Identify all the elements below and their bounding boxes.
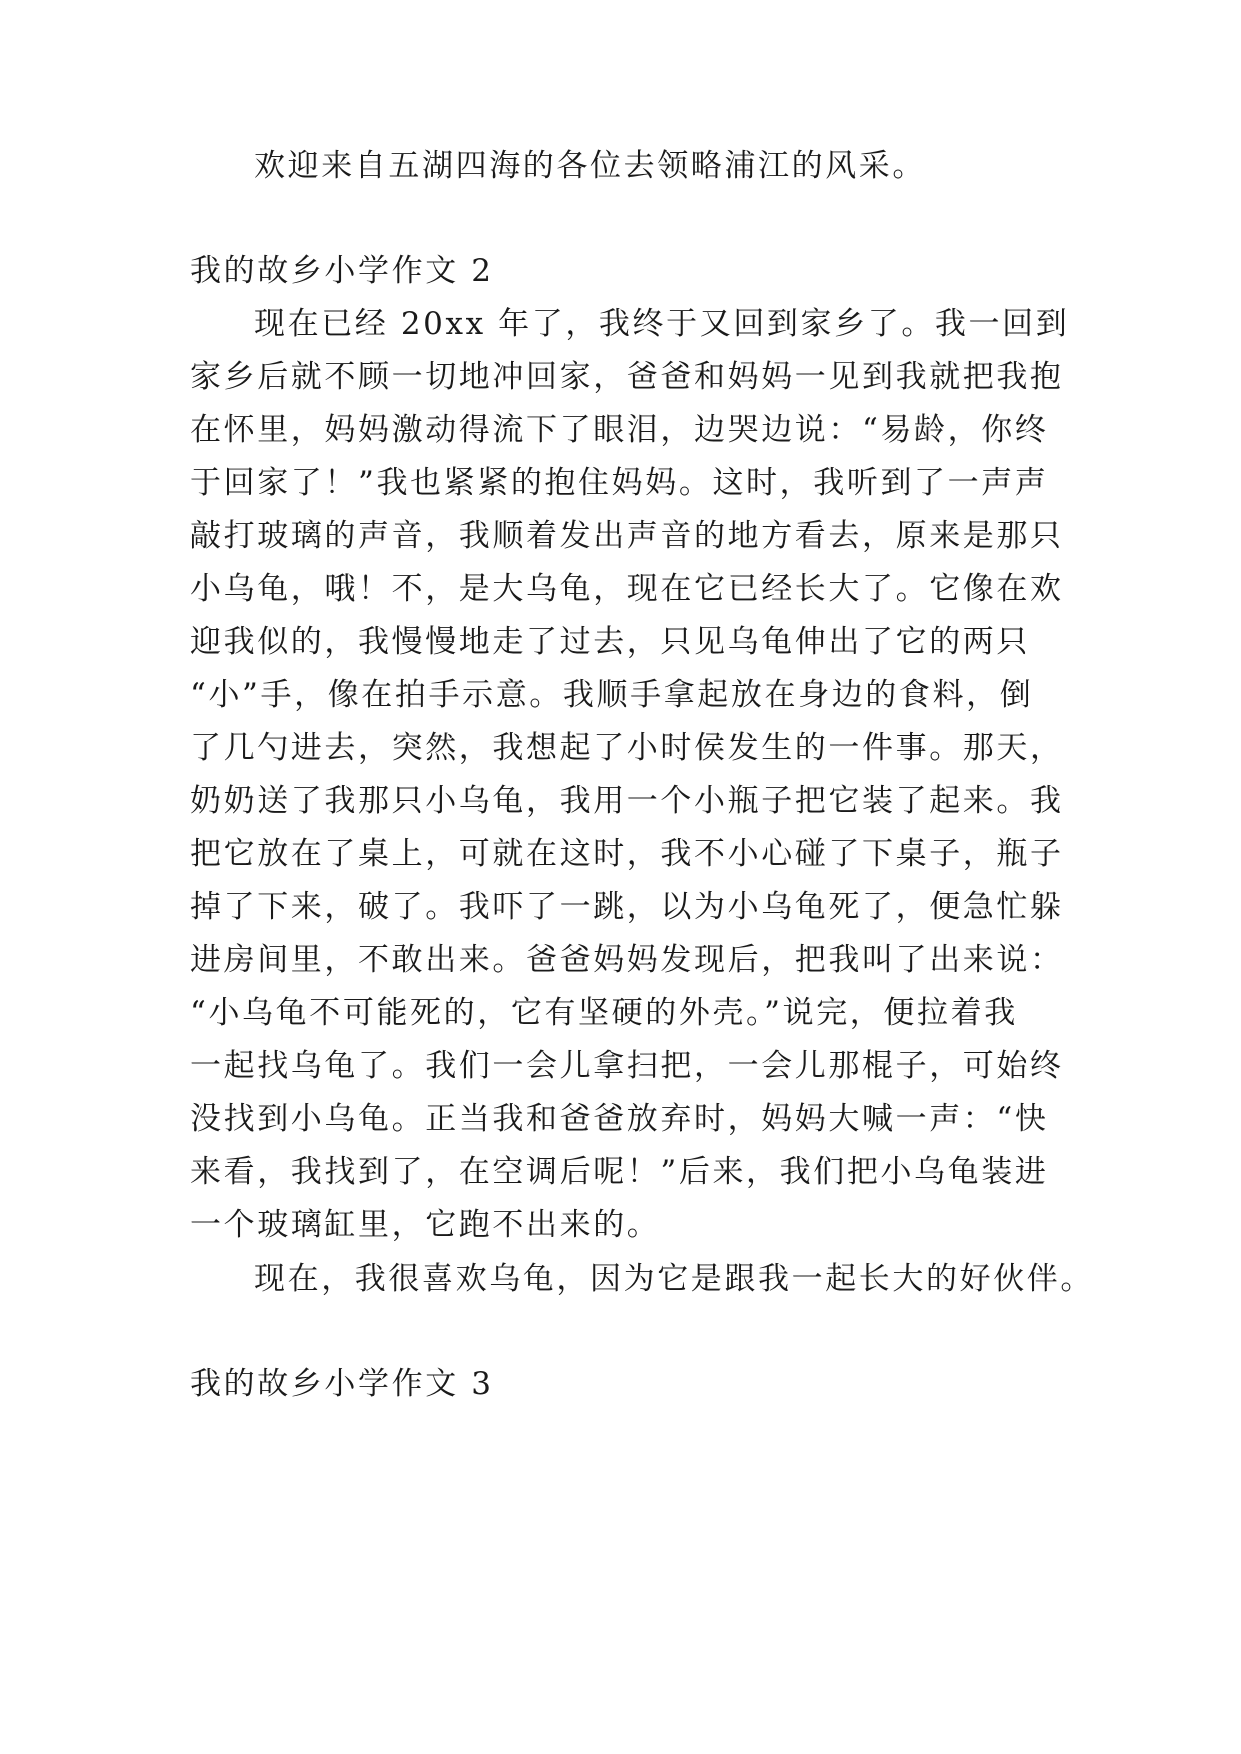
section3-title: 我的故乡小学作文 3	[190, 1366, 494, 1402]
body-line: 进房间里，不敢出来。爸爸妈妈发现后，把我叫了出来说：	[190, 942, 1064, 978]
body-line: 没找到小乌龟。正当我和爸爸放弃时，妈妈大喊一声：“快	[190, 1101, 1049, 1137]
body-line: “小乌龟不可能死的，它有坚硬的外壳。”说完，便拉着我	[190, 995, 1018, 1031]
body-line: 现在已经 20xx 年了，我终于又回到家乡了。我一回到	[254, 306, 1070, 342]
body-line: 了几勺进去，突然，我想起了小时侯发生的一件事。那天，	[190, 730, 1064, 766]
body-line: 小乌龟，哦！不，是大乌龟，现在它已经长大了。它像在欢	[190, 571, 1064, 607]
section2-closing-paragraph: 现在，我很喜欢乌龟，因为它是跟我一起长大的好伙伴。	[254, 1261, 1094, 1297]
intro-closing-paragraph: 欢迎来自五湖四海的各位去领略浦江的风采。	[254, 148, 926, 184]
section2-title: 我的故乡小学作文 2	[190, 253, 494, 289]
body-line: 掉了下来，破了。我吓了一跳，以为小乌龟死了，便急忙躲	[190, 889, 1064, 925]
body-line: 家乡后就不顾一切地冲回家，爸爸和妈妈一见到我就把我抱	[190, 359, 1064, 395]
body-line: 敲打玻璃的声音，我顺着发出声音的地方看去，原来是那只	[190, 518, 1064, 554]
body-line: 奶奶送了我那只小乌龟，我用一个小瓶子把它装了起来。我	[190, 783, 1064, 819]
body-line: “小”手，像在拍手示意。我顺手拿起放在身边的食料，倒	[190, 677, 1034, 713]
body-line: 于回家了！”我也紧紧的抱住妈妈。这时，我听到了一声声	[190, 465, 1049, 501]
body-line: 把它放在了桌上，可就在这时，我不小心碰了下桌子，瓶子	[190, 836, 1064, 872]
body-line: 一个玻璃缸里，它跑不出来的。	[190, 1207, 661, 1243]
body-line: 来看，我找到了，在空调后呢！”后来，我们把小乌龟装进	[190, 1154, 1049, 1190]
body-line: 在怀里，妈妈激动得流下了眼泪，边哭边说：“易龄，你终	[190, 412, 1049, 448]
body-line: 迎我似的，我慢慢地走了过去，只见乌龟伸出了它的两只	[190, 624, 1030, 660]
body-line: 一起找乌龟了。我们一会儿拿扫把，一会儿那棍子，可始终	[190, 1048, 1064, 1084]
